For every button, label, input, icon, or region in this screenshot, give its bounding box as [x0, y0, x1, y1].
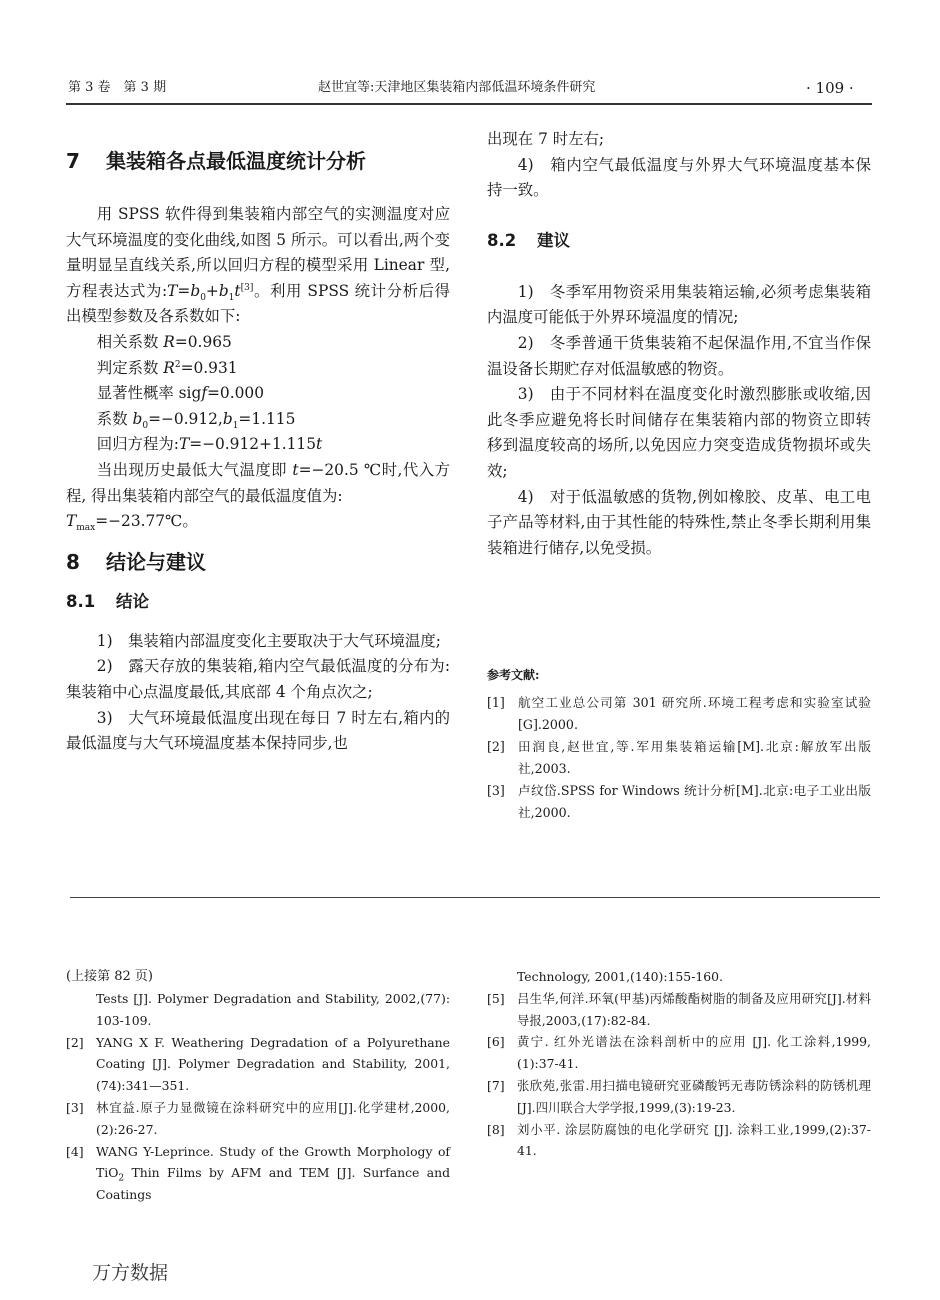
- value: =0.965: [174, 332, 232, 351]
- eq: T=b: [167, 281, 201, 300]
- continued-reference-item: [66, 1141, 450, 1206]
- section-8-2-number: 8.2: [487, 230, 517, 250]
- continued-reference-item: [66, 988, 450, 1032]
- reference-item: [487, 736, 871, 780]
- text: 当出现历史最低大气温度即: [96, 460, 293, 479]
- section-8-1-heading: [66, 591, 450, 613]
- right-column: [487, 127, 871, 561]
- regression-paragraph: [66, 202, 450, 330]
- reference-number: [6]: [487, 1034, 505, 1050]
- var: T: [178, 435, 190, 454]
- subscript: 2: [118, 1173, 125, 1184]
- section-divider: [70, 897, 880, 898]
- label: 系数: [96, 409, 133, 428]
- label: 回归方程为:: [96, 435, 179, 454]
- reference-number: [8]: [487, 1121, 505, 1137]
- text: =−20.5 ℃时,代入方程, 得出集装箱内部空气的最低温度值为:: [66, 460, 450, 505]
- section-8-number: 8: [66, 549, 80, 574]
- sub: 1: [232, 420, 239, 431]
- minimum-temperature-paragraph: [66, 458, 450, 509]
- left-column: [66, 148, 450, 757]
- running-title: 赵世宜等:天津地区集装箱内部低温环境条件研究: [318, 80, 596, 95]
- var: f: [201, 384, 208, 403]
- reference-number: [4]: [66, 1143, 84, 1159]
- coefficient-line: [66, 407, 450, 433]
- reference-number: [1]: [487, 695, 505, 710]
- continued-reference-item: [487, 1075, 871, 1119]
- var: R: [163, 358, 175, 377]
- references-title: 参考文献:: [487, 668, 540, 682]
- continued-references-left: [66, 966, 450, 1206]
- continued-label: (上接第 82 页): [66, 969, 153, 984]
- sup: 2: [174, 359, 181, 370]
- significance-line: [66, 381, 450, 407]
- label: 相关系数: [96, 332, 164, 351]
- reference-text: 刘小平. 涂层防腐蚀的电化学研究 [J]. 涂料工业,1999,(2):37-41.: [517, 1121, 871, 1159]
- section-7-heading: [66, 148, 450, 174]
- continued-references-right: [487, 966, 871, 1162]
- continued-reference-item: [487, 1031, 871, 1075]
- value: =1.115: [238, 409, 296, 428]
- value: =−23.77℃。: [95, 512, 198, 531]
- section-8-heading: [66, 549, 450, 575]
- label: 显著性概率 sig: [96, 384, 202, 403]
- reference-text: WANG Y-Leprince. Study of the Growth Morphology of TiO: [96, 1143, 450, 1181]
- reference-text: 张欣苑,张雷.用扫描电镜研究亚磷酸钙无毒防锈涂料的防锈机理[J].四川联合大学学报,1999,(3):19-23.: [517, 1077, 871, 1115]
- reference-text: 黄宁. 红外光谱法在涂料剖析中的应用 [J]. 化工涂料,1999,(1):37-41.: [517, 1034, 871, 1072]
- text: 。利用 SPSS 统计分析后得出模型参数及各系数如下:: [66, 281, 451, 326]
- reference-text: 吕生华,何洋.环氧(甲基)丙烯酸酯树脂的制备及应用研究[J].材料导报,2003,(17):82-84.: [517, 990, 871, 1028]
- regression-equation-line: [66, 432, 450, 458]
- continued-reference-item: [66, 1097, 450, 1141]
- conclusion-item-continued: 出现在 7 时左右;: [487, 130, 605, 148]
- reference-text: Thin Films by AFM and TEM [J]. Surfance and Coatings: [96, 1165, 450, 1203]
- reference-number: [3]: [487, 783, 505, 798]
- reference-text: 田润良,赵世宜,等.军用集装箱运输[M].北京:解放军出版社,2003.: [518, 739, 871, 776]
- label: 判定系数: [96, 358, 164, 377]
- sub: max: [76, 523, 96, 534]
- reference-text: Technology, 2001,(140):155-160.: [517, 969, 723, 984]
- section-7-number: 7: [66, 149, 80, 173]
- eq: +b: [205, 281, 229, 300]
- text: 用 SPSS 软件得到集装箱内部空气的实测温度对应大气环境温度的变化曲线,如图 5 所示。可以看出,两个变量明显呈直线关系,所以回归方程的模型采用 Linear 型,方程表达式为:: [66, 205, 450, 300]
- reference-number: [2]: [487, 739, 505, 754]
- references: [487, 666, 871, 824]
- reference-item: [487, 692, 871, 736]
- page-number: · 109 ·: [806, 79, 854, 97]
- reference-number: [3]: [66, 1099, 84, 1115]
- value: =−0.912,: [148, 409, 223, 428]
- section-7-title: 集装箱各点最低温度统计分析: [106, 149, 366, 173]
- continued-reference-item: [66, 1032, 450, 1097]
- var: R: [163, 332, 175, 351]
- suggestion-item: 4) 对于低温敏感的货物,例如橡胶、皮革、电工电子产品等材料,由于其性能的特殊性,禁止冬季长期利用集装箱进行储存,以免受损。: [487, 487, 871, 557]
- continued-reference-item: [487, 988, 871, 1032]
- var: b: [132, 409, 143, 428]
- reference-text: 航空工业总公司第 301 研究所.环境工程考虑和实验室试验[G].2000.: [518, 695, 871, 732]
- reference-text: Tests [J]. Polymer Degradation and Stability, 2002,(77): 103-109.: [96, 991, 450, 1028]
- reference-number: [7]: [487, 1077, 505, 1093]
- citation: [3]: [240, 282, 254, 293]
- correlation-line: [66, 330, 450, 356]
- var: b: [222, 409, 233, 428]
- conclusion-item: 2) 露天存放的集装箱,箱内空气最低温度的分布为:集装箱中心点温度最低,其底部 4 个角点次之;: [66, 657, 450, 701]
- value: =−0.912+1.115: [189, 435, 317, 454]
- section-8-1-title: 结论: [116, 591, 149, 611]
- eq-sub: 0: [200, 292, 206, 303]
- suggestion-item: 3) 由于不同材料在温度变化时激烈膨胀或收缩,因此冬季应避免将长时间储存在集装箱内部的物资立即转移到温度较高的场所,以免因应力突变造成货物损坏或失效;: [487, 385, 871, 480]
- continued-reference-item: [487, 966, 871, 988]
- conclusion-item: 4) 箱内空气最低温度与外界大气环境温度基本保持一致。: [487, 155, 871, 200]
- eq-sub: 1: [228, 292, 235, 303]
- var: t: [292, 460, 299, 479]
- value: =0.000: [207, 384, 264, 403]
- continued-reference-item: [487, 1119, 871, 1163]
- var: T: [66, 512, 77, 531]
- header-rule: [66, 103, 872, 105]
- value: =0.931: [180, 358, 238, 377]
- reference-text: 林宜益.原子力显微镜在涂料研究中的应用[J].化学建材,2000,(2):26-27.: [96, 1099, 450, 1137]
- reference-text: 卢纹岱.SPSS for Windows 统计分析[M].北京:电子工业出版社,2000.: [518, 783, 871, 820]
- reference-number: [2]: [66, 1034, 84, 1050]
- reference-item: [487, 780, 871, 824]
- section-8-2-title: 建议: [537, 230, 570, 250]
- eq: t: [234, 281, 241, 300]
- suggestion-item: 1) 冬季军用物资采用集装箱运输,必须考虑集装箱内温度可能低于外界环境温度的情况;: [487, 282, 871, 327]
- tmax-line: [66, 509, 450, 535]
- section-8-2-heading: [487, 230, 871, 252]
- section-8-1-number: 8.1: [66, 591, 96, 611]
- section-8-title: 结论与建议: [106, 549, 206, 574]
- journal-volume-issue: 第 3 卷 第 3 期: [68, 80, 167, 95]
- var: t: [316, 435, 323, 454]
- determination-line: [66, 356, 450, 382]
- reference-text: YANG X F. Weathering Degradation of a Polyurethane Coating [J]. Polymer Degradation and Stability, 2001,(74):341—351.: [96, 1034, 450, 1094]
- conclusion-item: 1) 集装箱内部温度变化主要取决于大气环境温度;: [96, 631, 441, 650]
- suggestion-item: 2) 冬季普通干货集装箱不起保温作用,不宜当作保温设备长期贮存对低温敏感的物资。: [487, 333, 871, 378]
- sub: 0: [142, 420, 149, 431]
- reference-number: [5]: [487, 990, 505, 1006]
- watermark-text: 万方数据: [92, 1262, 169, 1284]
- conclusion-item: 3) 大气环境最低温度出现在每日 7 时左右,箱内的最低温度与大气环境温度基本保持同步,也: [66, 708, 450, 753]
